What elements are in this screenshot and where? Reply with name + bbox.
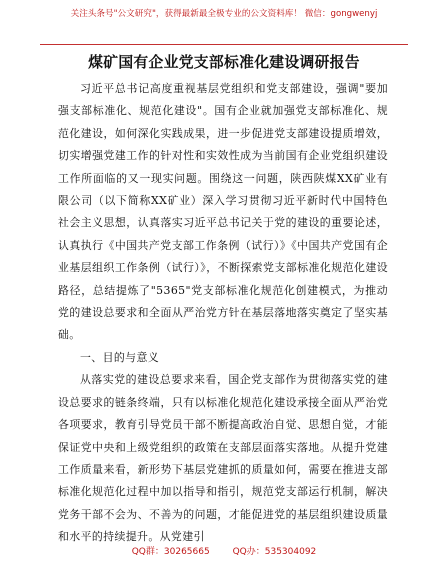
header-note: 关注头条号"公文研究"，获得最新最全极专业的公文资料库！ 微信：gongwenyj	[70, 9, 378, 19]
footer-contact	[40, 544, 408, 557]
header-divider	[40, 44, 408, 45]
document-body	[58, 78, 388, 549]
section-heading: 一、目的与意义	[80, 350, 160, 364]
body-paragraph: 从落实党的建设总要求来看，国企党支部作为贯彻落实党的建设总要求的链条终端，只有以标准化规范化建设承接全面从严治党各项要求，教育引导党员干部不断提高政治自觉、思想自觉，才能保证党中央和上级党组织的政策在支部层面落实落地。从提升党建工作质量来看，新形势下基层党建抓的质量如何，需要在推进支部标准化规范化过程中加以指导和指引，规范党支部运行机制，解决党务干部不会为、不善为的问题，才能促进党的基层组织建设质量和水平的持续提升。从党建引	[58, 373, 388, 544]
document-title: 煤矿国有企业党支部标准化建设调研报告	[88, 54, 360, 71]
footer-qq: QQ办：535304092	[232, 547, 317, 557]
footer-qq-group: QQ群：30265665	[131, 547, 210, 557]
intro-paragraph: 习近平总书记高度重视基层党组织和党支部建设，强调"要加强支部标准化、规范化建设"。国有企业就加强党支部标准化、规范化建设，如何深化实践成果，进一步促进党支部建设提质增效，切实增强党建工作的针对性和实效性成为当前国有企业党组织建设工作所面临的又一现实问题。围绕这一问题，陕西陕煤XX矿业有限公司（以下简称XX矿业）深入学习贯彻习近平新时代中国特色社会主义思想，认真落实习近平总书记关于党的建设的重要论述，认真执行《中国共产党支部工作条例（试行）》《中国共产党国有企业基层组织工作条例（试行）》，不断探索党支部标准化规范化建设路径，总结提炼了"5365"党支部标准化规范化创建模式，为推动党的建设总要求和全面从严治党方针在基层落地落实奠定了坚实基础。	[58, 82, 388, 342]
